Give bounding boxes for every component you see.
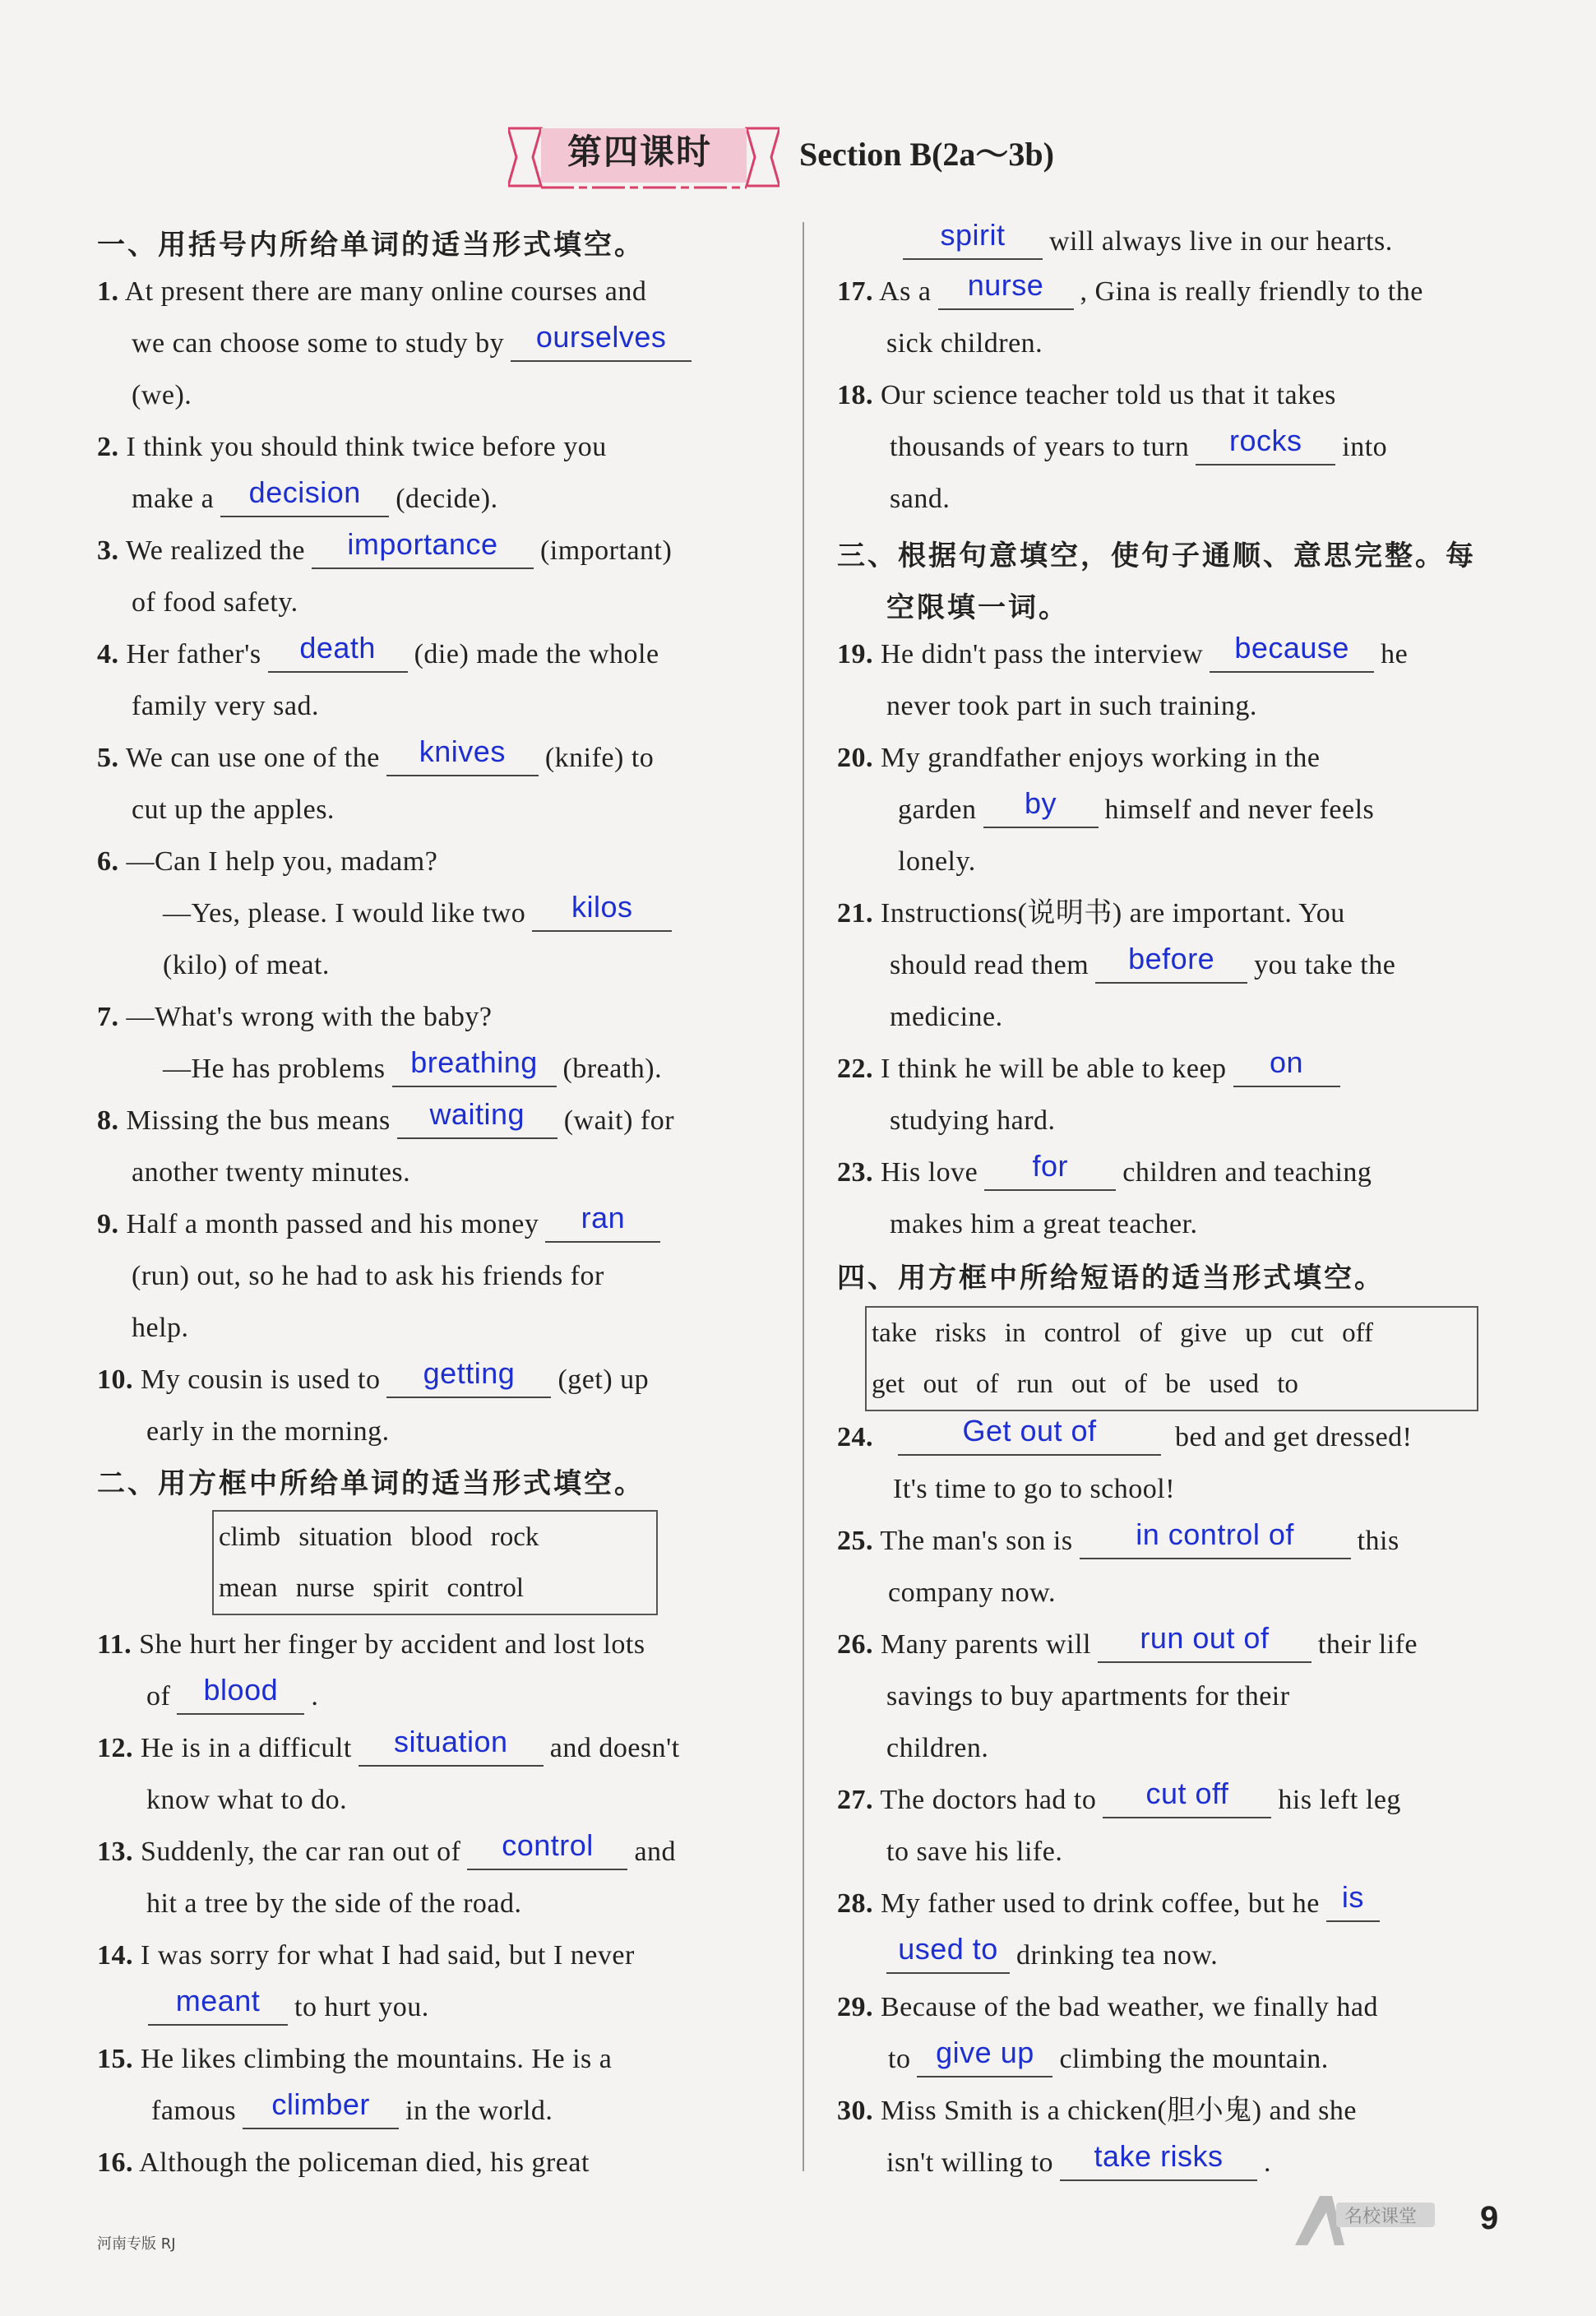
question-7: 7. —What's wrong with the baby? <box>97 1002 493 1032</box>
question-21: 21. Instructions(说明书) are important. You <box>837 898 1345 929</box>
question-10: 10. My cousin is used to getting (get) up <box>97 1364 649 1398</box>
part4-heading: 四、用方框中所给短语的适当形式填空。 <box>837 1262 1385 1295</box>
question-17: 17. As a nurse , Gina is really friendly to the <box>837 276 1423 310</box>
question-6: 6. —Can I help you, madam? <box>97 846 438 877</box>
page-number: 9 <box>1480 2200 1499 2236</box>
part3-heading: 三、根据句意填空，使句子通顺、意思完整。每 <box>837 540 1476 572</box>
column-divider <box>803 222 804 2171</box>
answer-blank[interactable]: rocks <box>1196 431 1335 466</box>
answer-blank[interactable]: kilos <box>532 897 672 932</box>
question-19: 19. He didn't pass the interview because he <box>837 638 1408 673</box>
answer-blank[interactable]: waiting <box>397 1105 557 1139</box>
answer-blank[interactable]: knives <box>386 742 539 776</box>
answer-blank[interactable]: spirit <box>903 225 1043 260</box>
answer-blank[interactable]: ran <box>545 1208 660 1243</box>
answer-blank[interactable]: ourselves <box>511 327 692 362</box>
answer-blank[interactable]: meant <box>148 1991 288 2026</box>
part2-heading: 二、用方框中所给单词的适当形式填空。 <box>97 1467 645 1500</box>
answer-blank[interactable]: by <box>983 794 1099 828</box>
question-5: 5. We can use one of the knives (knife) to <box>97 742 654 776</box>
answer-blank[interactable]: cut off <box>1103 1784 1271 1818</box>
question-2: 2. I think you should think twice before you <box>97 432 607 462</box>
question-12: 12. He is in a difficult situation and doesn't <box>97 1732 680 1767</box>
question-30: 30. Miss Smith is a chicken(胆小鬼) and she <box>837 2096 1357 2126</box>
answer-blank[interactable]: before <box>1095 949 1247 984</box>
answer-blank[interactable]: death <box>268 638 408 673</box>
answer-blank[interactable]: used to <box>886 1939 1010 1974</box>
question-28: 28. My father used to drink coffee, but he is <box>837 1888 1386 1922</box>
question-1: 1. At present there are many online courses and <box>97 276 647 307</box>
question-18: 18. Our science teacher told us that it takes <box>837 380 1336 410</box>
question-23: 23. His love for children and teaching <box>837 1156 1372 1191</box>
question-29: 29. Because of the bad weather, we finally had <box>837 1992 1378 2022</box>
publisher-logo <box>1287 2188 1451 2253</box>
edition-label: 河南专版 RJ <box>97 2235 176 2253</box>
answer-blank[interactable]: importance <box>312 535 534 569</box>
question-25: 25. The man's son is in control of this <box>837 1525 1399 1559</box>
part1-heading: 一、用括号内所给单词的适当形式填空。 <box>97 229 645 262</box>
question-14: 14. I was sorry for what I had said, but I never <box>97 1940 635 1971</box>
answer-blank[interactable]: blood <box>177 1680 304 1715</box>
answer-blank[interactable]: is <box>1326 1888 1380 1922</box>
section-title: Section B(2a～3b) <box>799 136 1054 173</box>
answer-blank[interactable]: nurse <box>938 276 1074 310</box>
answer-blank[interactable]: because <box>1210 638 1374 673</box>
question-15: 15. He likes climbing the mountains. He is a <box>97 2044 613 2074</box>
question-27: 27. The doctors had to cut off his left leg <box>837 1784 1401 1818</box>
question-11: 11. She hurt her finger by accident and lost lots <box>97 1629 645 1660</box>
answer-blank[interactable]: for <box>984 1156 1116 1191</box>
worksheet-page: 第四课时 Section B(2a～3b) 一、用括号内所给单词的适当形式填空。 1. At present there are many online courses and we can choose some to study by ourselves (we). 2. I think you should think twice before you make a decision (decide). 3. We realized the importance (important) of food safety. 4. Her father's death (die) made the whole family very sad. 5. We can use one of the knives (knife) to cut up the apples. 6. —Can I help you, madam? —Yes, please. I would like two kilos (kilo) of meat. 7. —What's wrong with the baby? —He has problems breathing (breath). 8. Missing the bus means waiting (wait) for another twenty minutes. 9. Half a month passed and his money ran (run) out, so he had to ask his friends for help. 10. My cousin is used to getting (get) up early in the morning. 二、用方框中所给单词的适当形式填空。 climb situation blood rock mean nurse spirit control 11. She hurt her finger by accident and lost lots of blood . 12. He is in a difficult situation and doesn't know what to do. 13. Suddenly, the car ran out of control and hit a tree by the side of the road. 14. I was sorry for what I had said, but I never meant to hurt you. 15. He likes climbing the mountains. He is a famous climber in the world. 16. Although the policeman died, his great spirit will always live in our hearts. 17. As a nurse , Gina is really friendly to the sick children. 18. Our science teacher told us that it takes thousands of years to turn rocks into sand. 三、根据句意填空，使句子通顺、意思完整。每 空限填一词。 19. He didn't pass the interview because he never took part in such training. 20. My grandfather enjoys working in the garden by himself and never feels lonely. 21. Instructions(说明书) are important. You should read them before you take the medicine. 22. I think he will be able to keep on studying hard. 23. His love for children and teaching makes him a great teacher. 四、用方框中所给短语的适当形式填空。 take risks in control of give up cut off get out of run out of be used to 24. Get out of bed and get dressed! It's time to go to school! 25. The man's son is in control of this company now. 26. Many parents will run out of their life savings to buy apartments for their children. 27. The doctors had to cut off his left leg to save his life. 28. My father used to drink coffee, but he is used to drinking tea now. 29. Because of the bad weather, we finally had to give up climbing the mountain. 30. Miss Smith is a chicken(胆小鬼) and she isn't willing to take risks . 河南专版 RJ 名校课堂 9 <box>0 0 1596 2316</box>
question-3: 3. We realized the importance (important) <box>97 535 672 569</box>
question-9: 9. Half a month passed and his money ran <box>97 1208 667 1243</box>
question-24: 24. Get out of bed and get dressed! <box>837 1421 1413 1456</box>
answer-blank[interactable]: decision <box>220 483 389 517</box>
answer-blank[interactable]: give up <box>917 2043 1052 2077</box>
svg-text:名校课堂: 名校课堂 <box>1344 2207 1418 2227</box>
question-13: 13. Suddenly, the car ran out of control and <box>97 1836 676 1870</box>
answer-blank[interactable]: run out of <box>1098 1628 1311 1663</box>
answer-blank[interactable]: on <box>1233 1053 1340 1087</box>
answer-blank[interactable]: Get out of <box>898 1421 1161 1456</box>
question-26: 26. Many parents will run out of their life <box>837 1628 1418 1663</box>
question-16: 16. Although the policeman died, his great <box>97 2147 590 2178</box>
phrase-box: take risks in control of give up cut off get out of run out of be used to <box>865 1306 1478 1411</box>
answer-blank[interactable]: climber <box>243 2095 399 2129</box>
answer-blank[interactable]: getting <box>386 1364 551 1398</box>
answer-blank[interactable]: in control of <box>1080 1525 1351 1559</box>
answer-blank[interactable]: control <box>467 1836 627 1870</box>
answer-blank[interactable]: situation <box>359 1732 544 1767</box>
answer-blank[interactable]: take risks <box>1060 2147 1257 2181</box>
word-box: climb situation blood rock mean nurse spirit control <box>212 1510 658 1615</box>
answer-blank[interactable]: breathing <box>392 1053 557 1087</box>
question-20: 20. My grandfather enjoys working in the <box>837 743 1321 773</box>
question-8: 8. Missing the bus means waiting (wait) for <box>97 1105 674 1139</box>
question-22: 22. I think he will be able to keep on <box>837 1053 1347 1087</box>
lesson-title: 第四课时 <box>567 132 713 172</box>
question-4: 4. Her father's death (die) made the whole <box>97 638 659 673</box>
